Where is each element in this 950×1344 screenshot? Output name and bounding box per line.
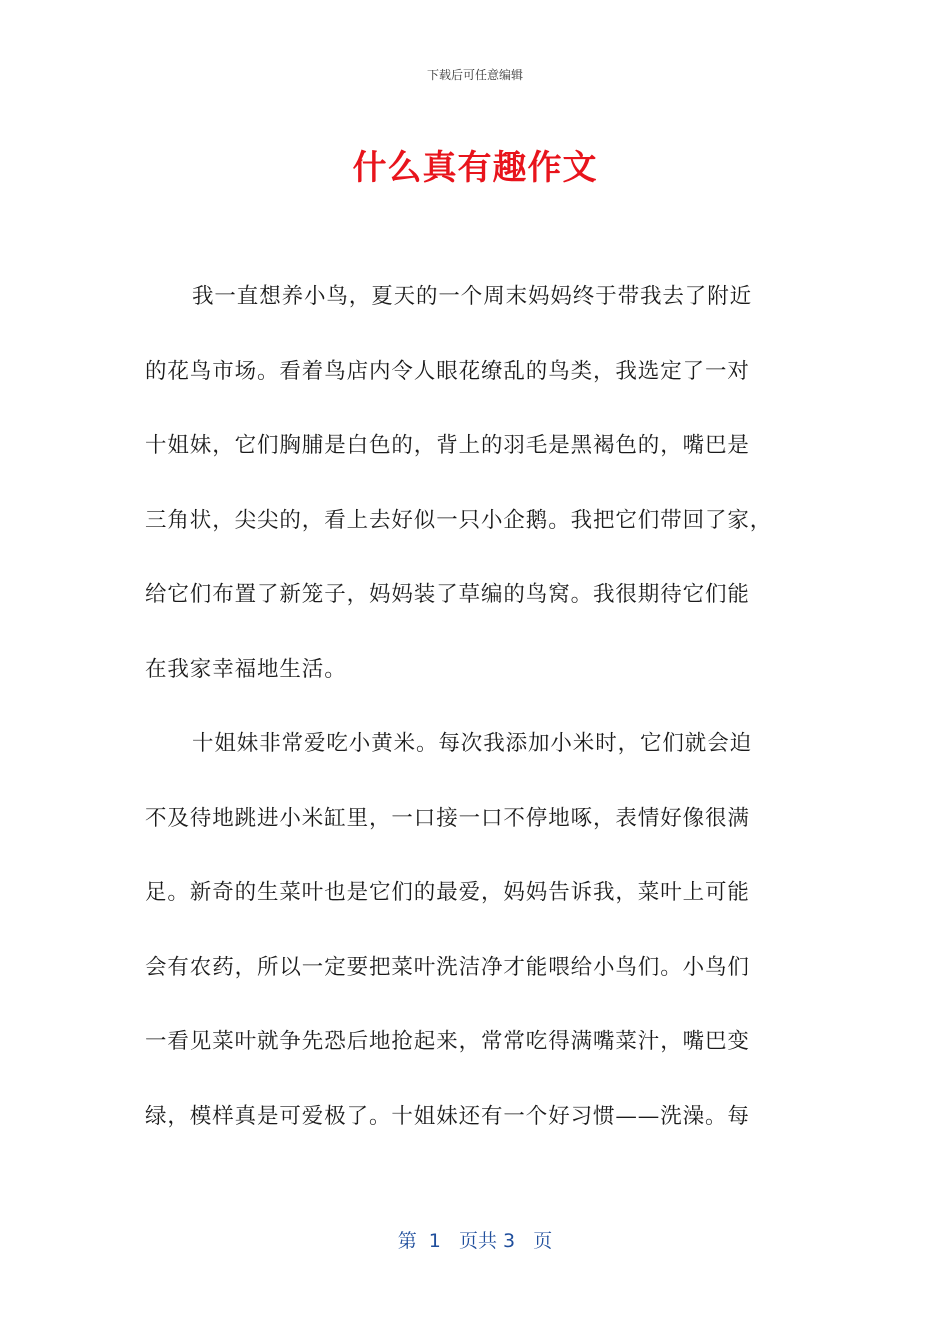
header-note: 下载后可任意编辑 [426, 68, 523, 82]
paragraph-1-line-5: 给它们布置了新笼子，妈妈装了草编的鸟窝。我很期待它们能 [145, 582, 750, 607]
essay-body [145, 283, 797, 1177]
paragraph-1-line-4: 三角状，尖尖的，看上去好似一只小企鹅。我把它们带回了家， [145, 507, 773, 533]
paragraph-2-line-3: 足。新奇的生菜叶也是它们的最爱，妈妈告诉我，菜叶上可能 [145, 880, 750, 905]
paragraph-1-line-6: 在我家幸福地生活。 [145, 656, 347, 682]
paragraph-2-line-5: 一看见菜叶就争先恐后地抢起来，常常吃得满嘴菜汁，嘴巴变 [145, 1029, 750, 1054]
paragraph-1-line-2: 的花鸟市场。看着鸟店内令人眼花缭乱的鸟类，我选定了一对 [145, 358, 750, 384]
page-footer: 第 1 页共 3 页 [397, 1230, 553, 1252]
paragraph-2-line-4: 会有农药，所以一定要把菜叶洗洁净才能喂给小鸟们。小鸟们 [145, 954, 750, 980]
document-title: 什么真有趣作文 [352, 148, 598, 188]
paragraph-2-line-6: 绿，模样真是可爱极了。十姐妹还有一个好习惯——洗澡。每 [145, 1103, 750, 1129]
paragraph-1-line-3: 十姐妹，它们胸脯是白色的，背上的羽毛是黑褐色的，嘴巴是 [145, 433, 750, 458]
paragraph-2-line-2: 不及待地跳进小米缸里，一口接一口不停地啄，表情好像很满 [145, 805, 750, 831]
paragraph-1-line-1: 我一直想养小鸟，夏天的一个周末妈妈终于带我去了附近 [192, 284, 753, 309]
paragraph-2-line-1: 十姐妹非常爱吃小黄米。每次我添加小米时，它们就会迫 [192, 731, 753, 756]
